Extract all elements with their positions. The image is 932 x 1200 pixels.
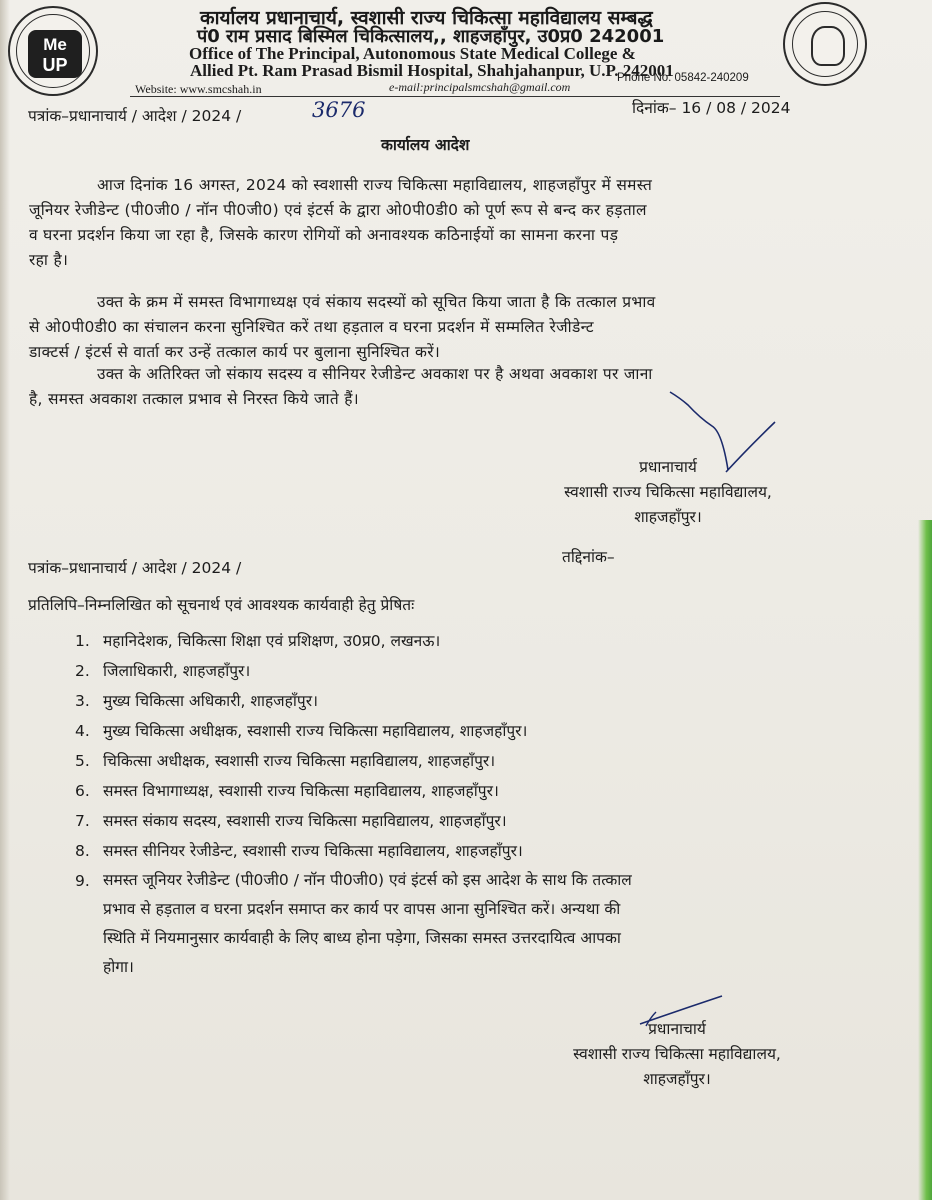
logo-text-bottom: UP [42,55,68,75]
logo-text-top: Me [43,35,67,54]
signature-designation: प्रधानाचार्य [639,458,697,476]
list-item-number: 4. [75,722,90,740]
order-title: कार्यालय आदेश [381,136,470,154]
logo-badge [28,30,82,78]
copy-date: तद्दिनांक– [562,548,615,566]
paragraph-1 [29,173,652,273]
list-item-number: 7. [75,812,90,830]
list-item-number: 9. [75,872,90,890]
page-edge-shadow [0,0,10,1200]
list-item-line: स्थिति में नियमानुसार कार्यवाही के लिए बाध्य होना पड़ेगा, जिसका समस्त उत्तरदायित्व आपका [103,929,621,947]
list-item [75,626,632,656]
list-item-number: 5. [75,752,90,770]
letterhead-phone: Phone No. 05842-240209 [617,72,749,84]
list-item [75,866,632,982]
order-date: दिनांक– 16 / 08 / 2024 [632,99,791,117]
letterhead-english-line2: Allied Pt. Ram Prasad Bismil Hospital, Shahjahanpur, U.P. 242001 [190,61,674,80]
list-item-text: समस्त विभागाध्यक्ष, स्वशासी राज्य चिकित्सा महाविद्यालय, शाहजहाँपुर। [103,782,499,800]
list-item-text: मुख्य चिकित्सा अधीक्षक, स्वशासी राज्य चिकित्सा महाविद्यालय, शाहजहाँपुर। [103,722,528,740]
list-item [75,776,632,806]
paragraph-1-line: व घरना प्रदर्शन किया जा रहा है, जिसके कारण रोगियों को अनावश्यक कठिनाईयों का सामना करना पड़ [29,226,619,244]
paragraph-3-line: है, समस्त अवकाश तत्काल प्रभाव से निरस्त किये जाते हैं। [29,390,359,408]
list-item-line: समस्त जूनियर रेजीडेन्ट (पी0जी0 / नॉन पी0जी0) एवं इंटर्स को इस आदेश के साथ कि तत्काल [103,871,632,889]
paragraph-3-line: उक्त के अतिरिक्त जो संकाय सदस्य व सीनियर रेजीडेन्ट अवकाश पर है अथवा अवकाश पर जाना [97,365,653,383]
letterhead-hindi-line2: पं0 राम प्रसाद बिस्मिल चिकित्सालय,, शाहजहाँपुर, उ0प्र0 242001 [197,26,665,47]
list-item-text: मुख्य चिकित्सा अधिकारी, शाहजहाँपुर। [103,692,318,710]
letterhead-website: Website: www.smcshah.in [135,82,262,96]
list-item-text: महानिदेशक, चिकित्सा शिक्षा एवं प्रशिक्षण, उ0प्र0, लखनऊ। [103,632,441,650]
handwritten-reference-number: 3676 [312,98,366,122]
recipient-list [75,626,632,982]
letterhead-hindi-line1: कार्यालय प्रधानाचार्य, स्वशासी राज्य चिकित्सा महाविद्यालय सम्बद्ध [200,7,653,29]
emblem-figure [811,26,845,66]
list-item-number: 1. [75,632,90,650]
paragraph-3 [29,362,653,412]
paragraph-2-line: से ओ0पी0डी0 का संचालन करना सुनिश्चित करें तथा हड़ताल व घरना प्रदर्शन में सम्मलित रेजीडेन्ट [29,318,594,336]
signature-place: शाहजहाँपुर। [634,508,702,526]
paragraph-1-line: आज दिनांक 16 अगस्त, 2024 को स्वशासी राज्य चिकित्सा महाविद्यालय, शाहजहाँपुर में समस्त [97,176,653,194]
list-item-text: समस्त संकाय सदस्य, स्वशासी राज्य चिकित्सा महाविद्यालय, शाहजहाँपुर। [103,812,507,830]
letterhead-english-line1: Office of The Principal, Autonomous State Medical College & [189,44,636,63]
paragraph-2-line: डाक्टर्स / इंटर्स से वार्ता कर उन्हें तत्काल कार्य पर बुलाना सुनिश्चित करें। [29,343,441,361]
list-item [75,806,632,836]
dme-up-logo [8,6,98,96]
college-emblem-icon [783,2,867,86]
green-background-edge [918,520,932,1200]
list-item-number: 8. [75,842,90,860]
list-item-text: जिलाधिकारी, शाहजहाँपुर। [103,662,251,680]
signature-designation: प्रधानाचार्य [648,1020,706,1038]
list-item [75,746,632,776]
order-reference: पत्रांक–प्रधानाचार्य / आदेश / 2024 / [28,107,242,125]
list-item-text [103,866,632,982]
list-item-number: 3. [75,692,90,710]
copy-intro: प्रतिलिपि–निम्नलिखित को सूचनार्थ एवं आवश्यक कार्यवाही हेतु प्रेषितः [28,596,415,614]
list-item [75,836,632,866]
list-item-line: होगा। [103,958,134,976]
paragraph-2 [29,290,656,365]
signature-place: शाहजहाँपुर। [643,1070,711,1088]
list-item-text: चिकित्सा अधीक्षक, स्वशासी राज्य चिकित्सा महाविद्यालय, शाहजहाँपुर। [103,752,496,770]
copy-reference: पत्रांक–प्रधानाचार्य / आदेश / 2024 / [28,559,242,577]
list-item-text: समस्त सीनियर रेजीडेन्ट, स्वशासी राज्य चिकित्सा महाविद्यालय, शाहजहाँपुर। [103,842,523,860]
letterhead-email: e-mail:principalsmcshah@gmail.com [389,80,571,94]
signature-block-2 [527,1017,827,1092]
paragraph-2-line: उक्त के क्रम में समस्त विभागाध्यक्ष एवं संकाय सदस्यों को सूचित किया जाता है कि तत्काल प्रभाव [97,293,656,311]
list-item [75,656,632,686]
list-item-number: 2. [75,662,90,680]
signature-institution: स्वशासी राज्य चिकित्सा महाविद्यालय, [573,1045,781,1063]
signature-block-1 [523,455,813,530]
list-item-number: 6. [75,782,90,800]
list-item [75,716,632,746]
list-item-line: प्रभाव से हड़ताल व घरना प्रदर्शन समाप्त कर कार्य पर वापस आना सुनिश्चित करें। अन्यथा की [103,900,621,918]
paragraph-1-line: जूनियर रेजीडेन्ट (पी0जी0 / नॉन पी0जी0) एवं इंटर्स के द्वारा ओ0पी0डी0 को पूर्ण रूप से बन्द कर हड़ताल [29,201,647,219]
list-item [75,686,632,716]
signature-institution: स्वशासी राज्य चिकित्सा महाविद्यालय, [564,483,772,501]
paragraph-1-line: रहा है। [29,251,69,269]
